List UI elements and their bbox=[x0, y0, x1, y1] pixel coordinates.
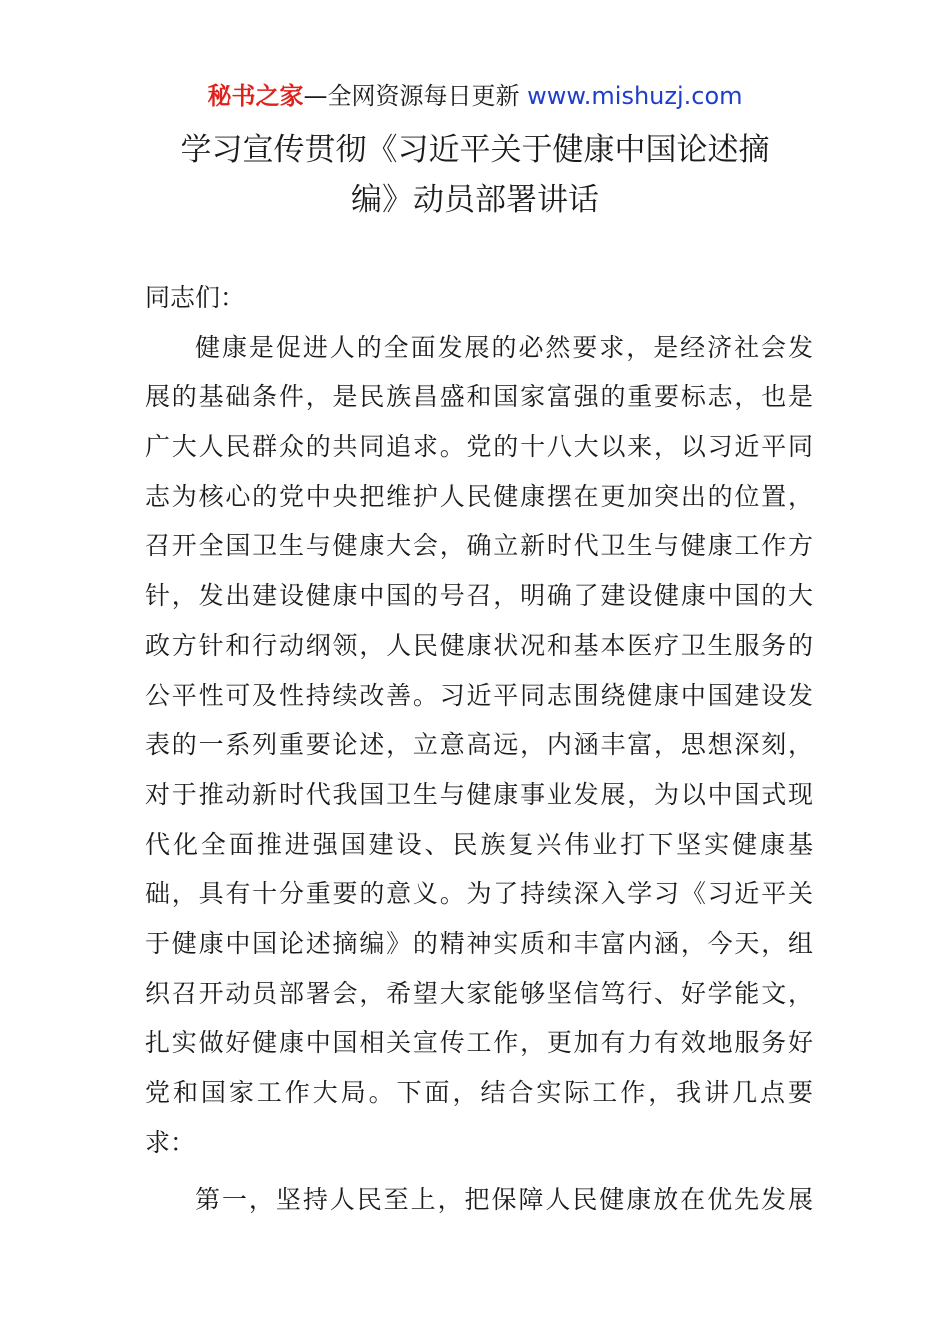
paragraph-line: 代化全面推进强国建设、民族复兴伟业打下坚实健康基 bbox=[145, 829, 813, 859]
paragraph-line: 健康是促进人的全面发展的必然要求，是经济社会发 bbox=[195, 332, 813, 362]
salutation: 同志们： bbox=[145, 283, 246, 312]
paragraph-line: 于健康中国论述摘编》的精神实质和丰富内涵，今天，组 bbox=[145, 928, 813, 958]
paragraph-line: 政方针和行动纲领，人民健康状况和基本医疗卫生服务的 bbox=[145, 630, 813, 660]
document-body bbox=[145, 273, 813, 1225]
paragraph-line: 公平性可及性持续改善。习近平同志围绕健康中国建设发 bbox=[145, 680, 813, 710]
site-header bbox=[0, 80, 950, 112]
section-1-heading: 第一，坚持人民至上，把保障人民健康放在优先发展 bbox=[195, 1185, 813, 1215]
title-line-2: 编》动员部署讲话 bbox=[351, 182, 599, 218]
site-brand: 秘书之家 bbox=[207, 82, 304, 110]
paragraph-line: 表的一系列重要论述，立意高远，内涵丰富，思想深刻， bbox=[145, 730, 813, 760]
site-url-link[interactable]: www.mishuzj.com bbox=[527, 82, 743, 110]
paragraph-line: 党和国家工作大局。下面，结合实际工作，我讲几点要 bbox=[145, 1078, 813, 1107]
paragraph-line: 础，具有十分重要的意义。为了持续深入学习《习近平关 bbox=[145, 879, 813, 909]
paragraph-line: 对于推动新时代我国卫生与健康事业发展，为以中国式现 bbox=[145, 779, 813, 809]
paragraph-line: 广大人民群众的共同追求。党的十八大以来，以习近平同 bbox=[145, 432, 813, 462]
paragraph-line: 展的基础条件，是民族昌盛和国家富强的重要标志，也是 bbox=[145, 382, 813, 412]
document-title bbox=[100, 125, 850, 225]
paragraph-line: 针，发出建设健康中国的号召，明确了建设健康中国的大 bbox=[145, 581, 813, 611]
title-line-1: 学习宣传贯彻《习近平关于健康中国论述摘 bbox=[180, 132, 770, 168]
paragraph-line: 织召开动员部署会，希望大家能够坚信笃行、好学能文， bbox=[145, 978, 813, 1008]
paragraph-line: 扎实做好健康中国相关宣传工作，更加有力有效地服务好 bbox=[145, 1028, 813, 1058]
paragraph-line: 志为核心的党中央把维护人民健康摆在更加突出的位置， bbox=[145, 481, 813, 511]
paragraph-line: 求： bbox=[145, 1127, 196, 1157]
paragraph-line: 召开全国卫生与健康大会，确立新时代卫生与健康工作方 bbox=[145, 531, 813, 561]
paragraph-1 bbox=[145, 323, 813, 1168]
site-tagline: —全网资源每日更新 bbox=[303, 82, 528, 110]
